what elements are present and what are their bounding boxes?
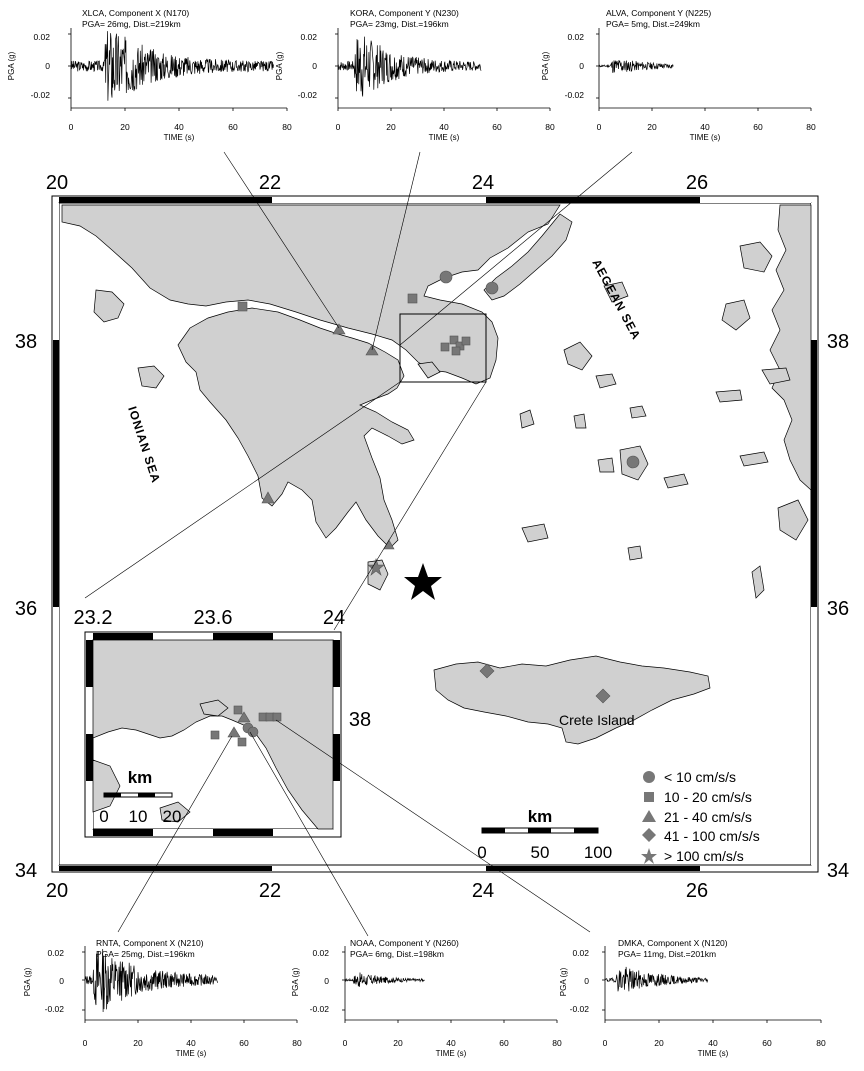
lon-label: 24: [471, 172, 495, 194]
lon-label: 20: [45, 172, 69, 194]
y-tick: -0.02: [309, 1004, 329, 1014]
inset-frame-bar-segment: [333, 781, 340, 829]
inset-scale-tick: 0: [99, 807, 109, 826]
x-tick: 60: [239, 1038, 249, 1048]
x-tick: 40: [700, 122, 710, 132]
x-tick: 20: [654, 1038, 664, 1048]
waveform-title: DMKA, Component X (N120): [618, 938, 728, 948]
x-tick: 80: [282, 122, 292, 132]
y-tick: 0: [59, 976, 64, 986]
waveform-plot-xlca: [68, 28, 287, 111]
waveform-plot-alva: [596, 28, 811, 111]
x-tick: 0: [602, 1038, 608, 1048]
syros: [574, 414, 586, 428]
x-tick: 0: [335, 122, 341, 132]
waveform-trace: [345, 973, 425, 987]
inset-map: [74, 607, 372, 837]
waveform-trace: [71, 31, 274, 101]
scale-bar-segment: [574, 828, 598, 833]
y-tick: 0: [324, 976, 329, 986]
frame-bar-segment: [272, 197, 486, 203]
thera: [628, 546, 642, 560]
scale-tick: 50: [530, 843, 550, 862]
scale-tick: 100: [583, 843, 613, 862]
x-tick: 20: [386, 122, 396, 132]
x-axis-label: TIME (s): [163, 133, 195, 142]
frame-bar-segment: [53, 203, 59, 340]
frame-bar-segment: [272, 866, 486, 871]
frame-bar-segment: [53, 607, 59, 865]
waveform-title: NOAA, Component Y (N260): [350, 938, 459, 948]
inset-frame-bar-segment: [213, 633, 273, 640]
y-axis-label: PGA (g): [559, 967, 568, 997]
x-tick: 0: [68, 122, 74, 132]
waveform-panel-xlca: [7, 8, 292, 142]
inset-frame-bar-segment: [213, 829, 273, 836]
y-tick: 0.02: [572, 948, 589, 958]
inset-scale-segment: [138, 793, 155, 797]
x-tick: 60: [762, 1038, 772, 1048]
y-tick: -0.02: [569, 1004, 589, 1014]
x-tick: 60: [499, 1038, 509, 1048]
legend-label: 10 - 20 cm/s/s: [664, 789, 752, 805]
frame-bar-segment: [700, 866, 811, 871]
y-tick: -0.02: [30, 90, 50, 100]
waveform-title: KORA, Component Y (N230): [350, 8, 459, 18]
waveform-trace: [338, 37, 481, 97]
legend-label: < 10 cm/s/s: [664, 769, 736, 785]
waveform-subtitle: PGA= 6mg, Dist.=198km: [350, 949, 445, 959]
y-tick: 0.02: [47, 948, 64, 958]
waveform-title: RNTA, Component X (N210): [96, 938, 204, 948]
scale-unit: km: [527, 807, 553, 826]
waveform-title: XLCA, Component X (N170): [82, 8, 190, 18]
waveform-plot-kora: [335, 28, 550, 111]
lon-label: 24: [471, 880, 495, 902]
frame-bar-segment: [59, 197, 272, 203]
frame-bar-segment: [811, 340, 817, 607]
waveform-subtitle: PGA= 11mg, Dist.=201km: [618, 949, 717, 959]
y-tick: -0.02: [297, 90, 317, 100]
x-tick: 0: [342, 1038, 348, 1048]
y-axis-label: PGA (g): [23, 967, 32, 997]
y-tick: 0: [579, 61, 584, 71]
inset-lat-label: 38: [348, 709, 372, 731]
waveform-title: ALVA, Component Y (N225): [606, 8, 712, 18]
station-square-marker: [452, 347, 460, 355]
lat-label: 34: [14, 860, 38, 882]
inset-frame-bar-segment: [86, 734, 93, 781]
y-tick: 0.02: [567, 32, 584, 42]
y-tick: 0: [312, 61, 317, 71]
frame-bar-segment: [486, 866, 700, 871]
lon-label: 20: [45, 880, 69, 902]
x-tick: 60: [753, 122, 763, 132]
inset-frame-bar-segment: [273, 633, 333, 640]
scale-tick: 0: [477, 843, 487, 862]
legend-circle-icon: [643, 771, 655, 783]
waveform-trace: [605, 967, 708, 991]
scale-bar-segment: [528, 828, 551, 833]
inset-frame-bar-segment: [93, 829, 153, 836]
inset-frame-bar-segment: [86, 781, 93, 829]
station-square-marker: [408, 294, 417, 303]
paros: [598, 458, 614, 472]
inset-scale-segment: [104, 793, 121, 797]
station-square-marker: [462, 337, 470, 345]
station-circle-marker: [248, 727, 258, 737]
x-tick: 80: [806, 122, 816, 132]
x-tick: 20: [120, 122, 130, 132]
waveform-panel-dmka: [559, 938, 826, 1058]
station-square-marker: [238, 302, 247, 311]
station-square-marker: [211, 731, 219, 739]
waveform-panel-rnta: [23, 938, 302, 1058]
frame-bar-segment: [53, 340, 59, 607]
x-tick: 40: [174, 122, 184, 132]
x-tick: 0: [82, 1038, 88, 1048]
y-tick: 0: [45, 61, 50, 71]
station-square-marker: [234, 706, 242, 714]
inset-frame-bar-segment: [333, 640, 340, 687]
y-tick: 0.02: [33, 32, 50, 42]
x-tick: 60: [228, 122, 238, 132]
x-tick: 40: [708, 1038, 718, 1048]
waveform-panel-noaa: [291, 938, 562, 1058]
station-square-marker: [273, 713, 281, 721]
x-tick: 60: [492, 122, 502, 132]
inset-frame-bar-segment: [86, 687, 93, 734]
waveform-panel-alva: [541, 8, 816, 142]
inset-frame-bar-segment: [273, 829, 333, 836]
x-axis-label: TIME (s): [697, 1049, 729, 1058]
y-tick: 0.02: [312, 948, 329, 958]
frame-bar-segment: [486, 197, 700, 203]
frame-bar-segment: [59, 866, 272, 871]
y-tick: -0.02: [564, 90, 584, 100]
x-tick: 40: [186, 1038, 196, 1048]
waveform-panel-kora: [275, 8, 555, 142]
station-square-marker: [238, 738, 246, 746]
lat-label: 36: [826, 598, 850, 620]
waveform-subtitle: PGA= 23mg, Dist.=196km: [350, 19, 449, 29]
lon-label: 22: [258, 880, 282, 902]
inset-lon-label: 23.6: [193, 607, 233, 629]
crete-label: Crete Island: [559, 712, 635, 728]
lon-label: 26: [685, 880, 709, 902]
x-tick: 80: [816, 1038, 826, 1048]
y-tick: 0.02: [300, 32, 317, 42]
station-circle-marker: [627, 456, 639, 468]
legend-label: > 100 cm/s/s: [664, 848, 744, 864]
x-tick: 20: [393, 1038, 403, 1048]
x-tick: 0: [596, 122, 602, 132]
waveform-subtitle: PGA= 25mg, Dist.=196km: [96, 949, 195, 959]
station-circle-marker: [440, 271, 452, 283]
waveform-subtitle: PGA= 5mg, Dist.=249km: [606, 19, 701, 29]
lat-label: 38: [826, 331, 850, 353]
x-tick: 40: [446, 1038, 456, 1048]
lat-label: 36: [14, 598, 38, 620]
x-tick: 20: [133, 1038, 143, 1048]
lon-label: 22: [258, 172, 282, 194]
legend-label: 21 - 40 cm/s/s: [664, 809, 752, 825]
y-axis-label: PGA (g): [7, 51, 16, 81]
waveform-subtitle: PGA= 26mg, Dist.=219km: [82, 19, 181, 29]
legend-label: 41 - 100 cm/s/s: [664, 828, 760, 844]
x-tick: 20: [647, 122, 657, 132]
inset-lon-label: 23.2: [73, 607, 113, 629]
inset-frame-bar-segment: [153, 633, 213, 640]
inset-frame-bar-segment: [93, 633, 153, 640]
aegean-sea-label: AEGEAN SEA: [589, 256, 644, 343]
lon-label: 26: [685, 172, 709, 194]
ikaria: [716, 390, 742, 402]
legend-square-icon: [644, 792, 654, 802]
scale-bar-segment: [482, 828, 505, 833]
inset-scale-tick: 20: [162, 807, 182, 826]
x-tick: 40: [439, 122, 449, 132]
x-tick: 80: [552, 1038, 562, 1048]
frame-bar-segment: [811, 203, 817, 340]
x-axis-label: TIME (s): [689, 133, 721, 142]
inset-frame-bar-segment: [333, 687, 340, 734]
lat-label: 38: [14, 331, 38, 353]
waveform-trace: [599, 60, 673, 72]
y-axis-label: PGA (g): [541, 51, 550, 81]
x-axis-label: TIME (s): [175, 1049, 207, 1058]
ionian-sea-label: IONIAN SEA: [125, 404, 164, 486]
y-axis-label: PGA (g): [275, 51, 284, 81]
y-axis-label: PGA (g): [291, 967, 300, 997]
inset-frame-bar-segment: [86, 640, 93, 687]
frame-bar-segment: [700, 197, 811, 203]
inset-scale-tick: 10: [128, 807, 148, 826]
station-circle-marker: [486, 282, 498, 294]
y-tick: -0.02: [44, 1004, 64, 1014]
x-tick: 80: [292, 1038, 302, 1048]
inset-scale-unit: km: [127, 768, 153, 787]
y-tick: 0: [584, 976, 589, 986]
x-axis-label: TIME (s): [435, 1049, 467, 1058]
x-axis-label: TIME (s): [428, 133, 460, 142]
inset-frame-bar-segment: [153, 829, 213, 836]
x-tick: 80: [545, 122, 555, 132]
inset-lon-label: 24: [322, 607, 346, 629]
lat-label: 34: [826, 860, 850, 882]
inset-frame-bar-segment: [333, 734, 340, 781]
station-square-marker: [441, 343, 449, 351]
frame-bar-segment: [811, 607, 817, 865]
